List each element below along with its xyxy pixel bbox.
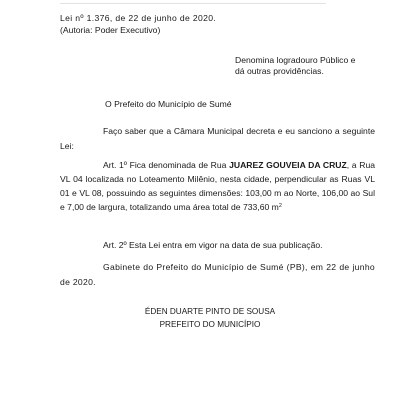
- mayor-intro: O Prefeito do Município de Sumé: [105, 99, 232, 109]
- authorship-note: (Autoria: Poder Executivo): [60, 25, 161, 35]
- ementa: [235, 55, 385, 77]
- article-1-body: , a Rua VL 04 localizada no Loteamento Milênio, nesta cidade, perpendicular as Ruas VL 01 e VL 08, possuindo as seguintes dimensões: 103,00 m ao Norte, 106,00 ao Sul e 7,00 de largura, totalizando uma área total de 733,60 m: [60, 160, 375, 212]
- article-2-paragraph: Art. 2º Esta Lei entra em vigor na data de sua publicação.: [103, 240, 323, 250]
- signature-role: PREFEITO DO MUNICÍPIO: [159, 320, 261, 329]
- cabinet-paragraph: Gabinete do Prefeito do Município de Sumé (PB), em 22 de junho de 2020.: [60, 262, 375, 287]
- law-title: Lei nº 1.376, de 22 de junho de 2020.: [60, 13, 217, 23]
- proclamation-paragraph: Faço saber que a Câmara Municipal decreta e eu sanciono a seguinte Lei:: [60, 126, 375, 151]
- top-divider: [60, 3, 326, 4]
- signature-name: ÉDEN DUARTE PINTO DE SOUSA: [144, 307, 276, 316]
- article-1-paragraph: [60, 158, 375, 214]
- street-name: JUAREZ GOUVEIA DA CRUZ: [229, 160, 347, 170]
- area-unit-exponent: 2: [278, 203, 282, 209]
- article-1-intro: Art. 1º Fica denominada de Rua: [103, 160, 230, 170]
- ementa-line: Denomina logradouro Público e: [235, 55, 356, 65]
- ementa-line: dá outras providências.: [235, 66, 324, 76]
